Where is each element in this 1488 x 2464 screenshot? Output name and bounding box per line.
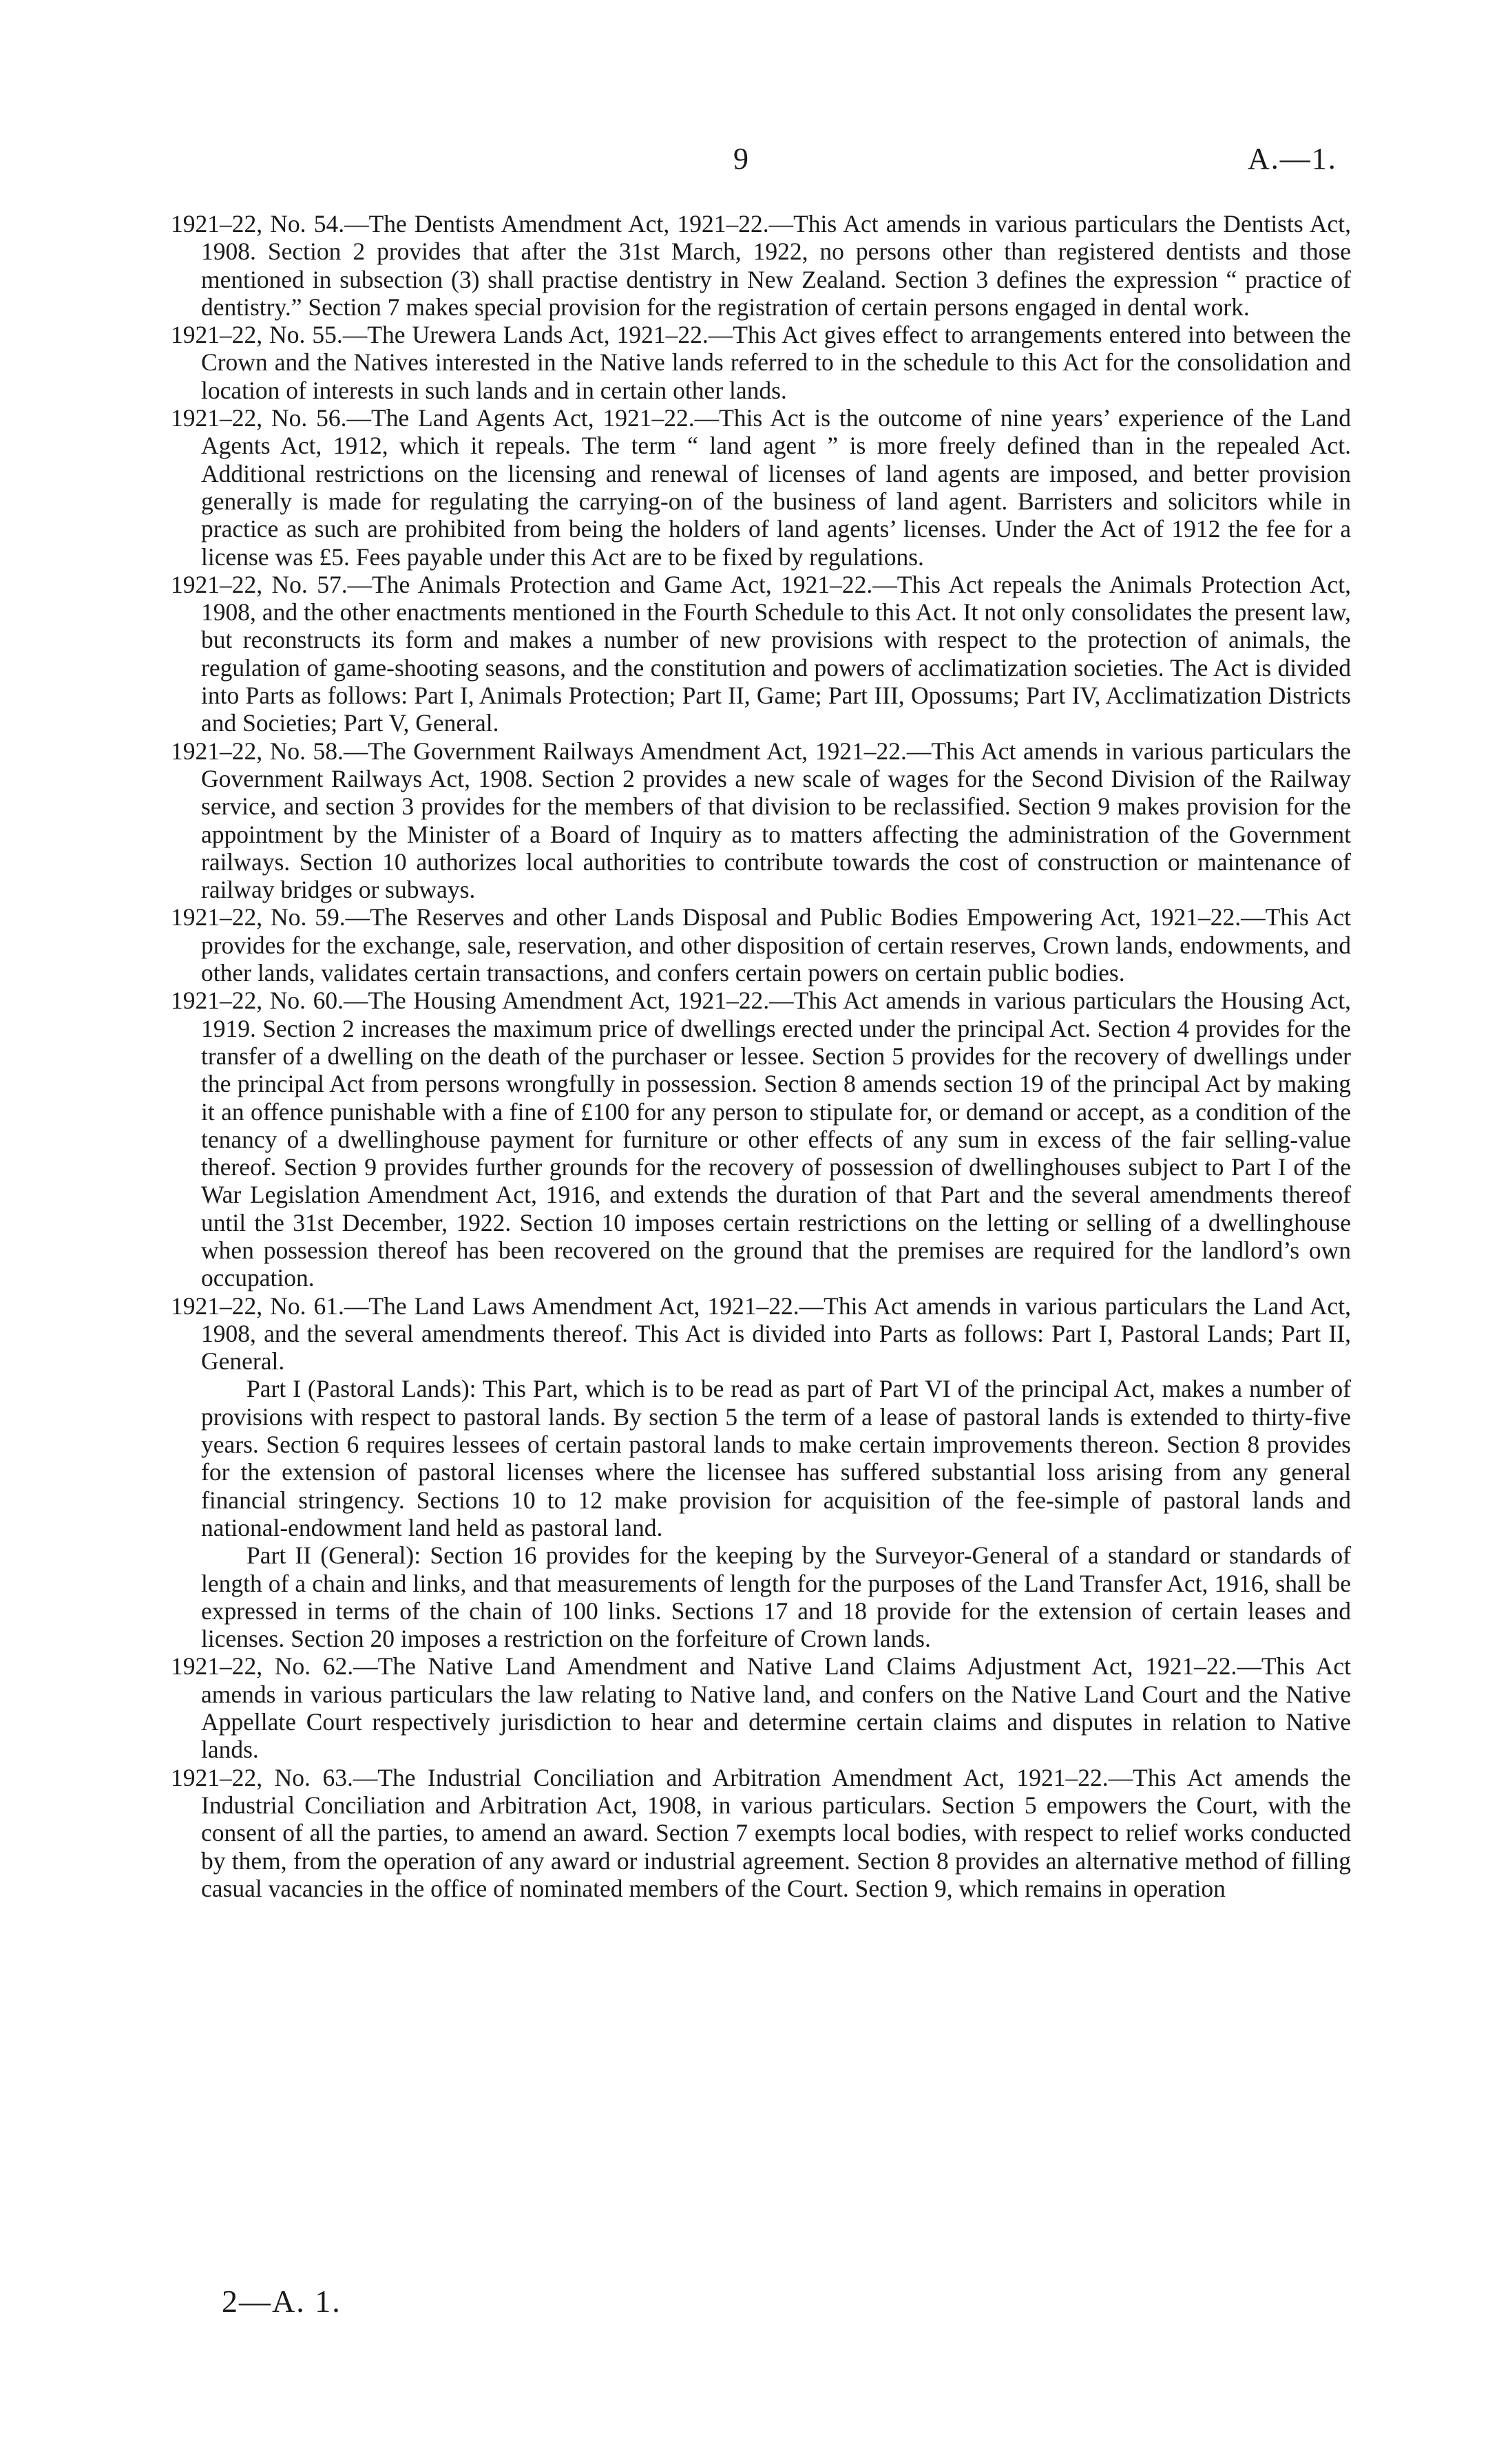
act-entry-58: 1921–22, No. 58.—The Government Railways Amendment Act, 1921–22.—This Act amends in various particulars the Government Railways Act, 1908. Section 2 provides a new scale of wages for the Second Division of the Railway service, and section 3 provides for the members of that division to be reclassified. Section 9 makes provision for the appointment by the Minister of a Board of Inquiry as to matters affecting the administration of the Government railways. Section 10 authorizes local authorities to contribute towards the cost of construction or maintenance of railway bridges or subways.: [171, 737, 1351, 904]
page-body: [171, 210, 1351, 1902]
act-entry-54: 1921–22, No. 54.—The Dentists Amendment Act, 1921–22.—This Act amends in various particulars the Dentists Act, 1908. Section 2 provides that after the 31st March, 1922, no persons other than registered dentists and those mentioned in subsection (3) shall practise dentistry in New Zealand. Section 3 defines the expression “ practice of dentistry.” Section 7 makes special provision for the registration of certain persons engaged in dental work.: [171, 210, 1351, 321]
act-entry-59: 1921–22, No. 59.—The Reserves and other Lands Disposal and Public Bodies Empowering Act, 1921–22.—This Act provides for the exchange, sale, reservation, and other disposition of certain reserves, Crown lands, endowments, and other lands, validates certain transactions, and confers certain powers on certain public bodies.: [171, 903, 1351, 987]
act-entry-57: 1921–22, No. 57.—The Animals Protection and Game Act, 1921–22.—This Act repeals the Animals Protection Act, 1908, and the other enactments mentioned in the Fourth Schedule to this Act. It not only consolidates the present law, but reconstructs its form and makes a number of new provisions with respect to the protection of animals, the regulation of game-shooting seasons, and the constitution and powers of acclimatization societies. The Act is divided into Parts as follows: Part I, Animals Protection; Part II, Game; Part III, Opossums; Part IV, Acclimatization Districts and Societies; Part V, General.: [171, 570, 1351, 737]
act-entry-60: 1921–22, No. 60.—The Housing Amendment Act, 1921–22.—This Act amends in various particulars the Housing Act, 1919. Section 2 increases the maximum price of dwellings erected under the principal Act. Section 4 provides for the transfer of a dwelling on the death of the purchaser or lessee. Section 5 provides for the recovery of dwellings under the principal Act from persons wrongfully in possession. Section 8 amends section 19 of the principal Act by making it an offence punishable with a fine of £100 for any person to stipulate for, or demand or accept, as a condition of the tenancy of a dwellinghouse payment for furniture or other effects of any sum in excess of the fair selling-value thereof. Section 9 provides further grounds for the recovery of possession of dwellinghouses subject to Part I of the War Legislation Amendment Act, 1916, and extends the duration of that Part and the several amendments thereof until the 31st December, 1922. Section 10 imposes certain restrictions on the letting or selling of a dwellinghouse when possession thereof has been recovered on the ground that the premises are required for the landlord’s own occupation.: [171, 987, 1351, 1292]
act-entry-62: 1921–22, No. 62.—The Native Land Amendment and Native Land Claims Adjustment Act, 1921–22.—This Act amends in various particulars the law relating to Native land, and confers on the Native Land Court and the Native Appellate Court respectively jurisdiction to hear and determine certain claims and disputes in relation to Native lands.: [171, 1652, 1351, 1764]
page-number: 9: [733, 142, 748, 176]
act-entry-56: 1921–22, No. 56.—The Land Agents Act, 1921–22.—This Act is the outcome of nine years’ experience of the Land Agents Act, 1912, which it repeals. The term “ land agent ” is more freely defined than in the repealed Act. Additional restrictions on the licensing and renewal of licenses of land agents are imposed, and better provision generally is made for regulating the carrying-on of the business of land agent. Barristers and solicitors while in practice as such are prohibited from being the holders of land agents’ licenses. Under the Act of 1912 the fee for a license was £5. Fees payable under this Act are to be fixed by regulations.: [171, 404, 1351, 571]
act-61-part-1-paragraph: Part I (Pastoral Lands): This Part, which is to be read as part of Part VI of the principal Act, makes a number of provisions with respect to pastoral lands. By section 5 the term of a lease of pastoral lands is extended to thirty-five years. Section 6 requires lessees of certain pastoral lands to make certain improvements thereon. Section 8 provides for the extension of pastoral licenses where the licensee has suffered substantial loss arising from any general financial stringency. Sections 10 to 12 make provision for acquisition of the fee-simple of pastoral lands and national-endowment land held as pastoral land.: [201, 1375, 1351, 1541]
signature-mark: 2—A. 1.: [222, 2284, 342, 2319]
act-entry-55: 1921–22, No. 55.—The Urewera Lands Act, 1921–22.—This Act gives effect to arrangements entered into between the Crown and the Natives interested in the Native lands referred to in the schedule to this Act for the consolidation and location of interests in such lands and in certain other lands.: [171, 321, 1351, 404]
act-entry-63: 1921–22, No. 63.—The Industrial Conciliation and Arbitration Amendment Act, 1921–22.—This Act amends the Industrial Conciliation and Arbitration Act, 1908, in various particulars. Section 5 empowers the Court, with the consent of all the parties, to amend an award. Section 7 exempts local bodies, with respect to relief works conducted by them, from the operation of any award or industrial agreement. Section 8 provides an alternative method of filling casual vacancies in the office of nominated members of the Court. Section 9, which remains in operation: [171, 1763, 1351, 1902]
act-entry-61: 1921–22, No. 61.—The Land Laws Amendment Act, 1921–22.—This Act amends in various particulars the Land Act, 1908, and the several amendments thereof. This Act is divided into Parts as follows: Part I, Pastoral Lands; Part II, General.: [171, 1292, 1351, 1376]
act-61-part-2-paragraph: Part II (General): Section 16 provides for the keeping by the Surveyor-General of a standard or standards of length of a chain and links, and that measurements of length for the purposes of the Land Transfer Act, 1916, shall be expressed in terms of the chain of 100 links. Sections 17 and 18 provide for the extension of certain leases and licenses. Section 20 imposes a restriction on the forfeiture of Crown lands.: [201, 1541, 1351, 1653]
document-reference: A.—1.: [1248, 142, 1337, 176]
page-header: [0, 141, 1488, 189]
